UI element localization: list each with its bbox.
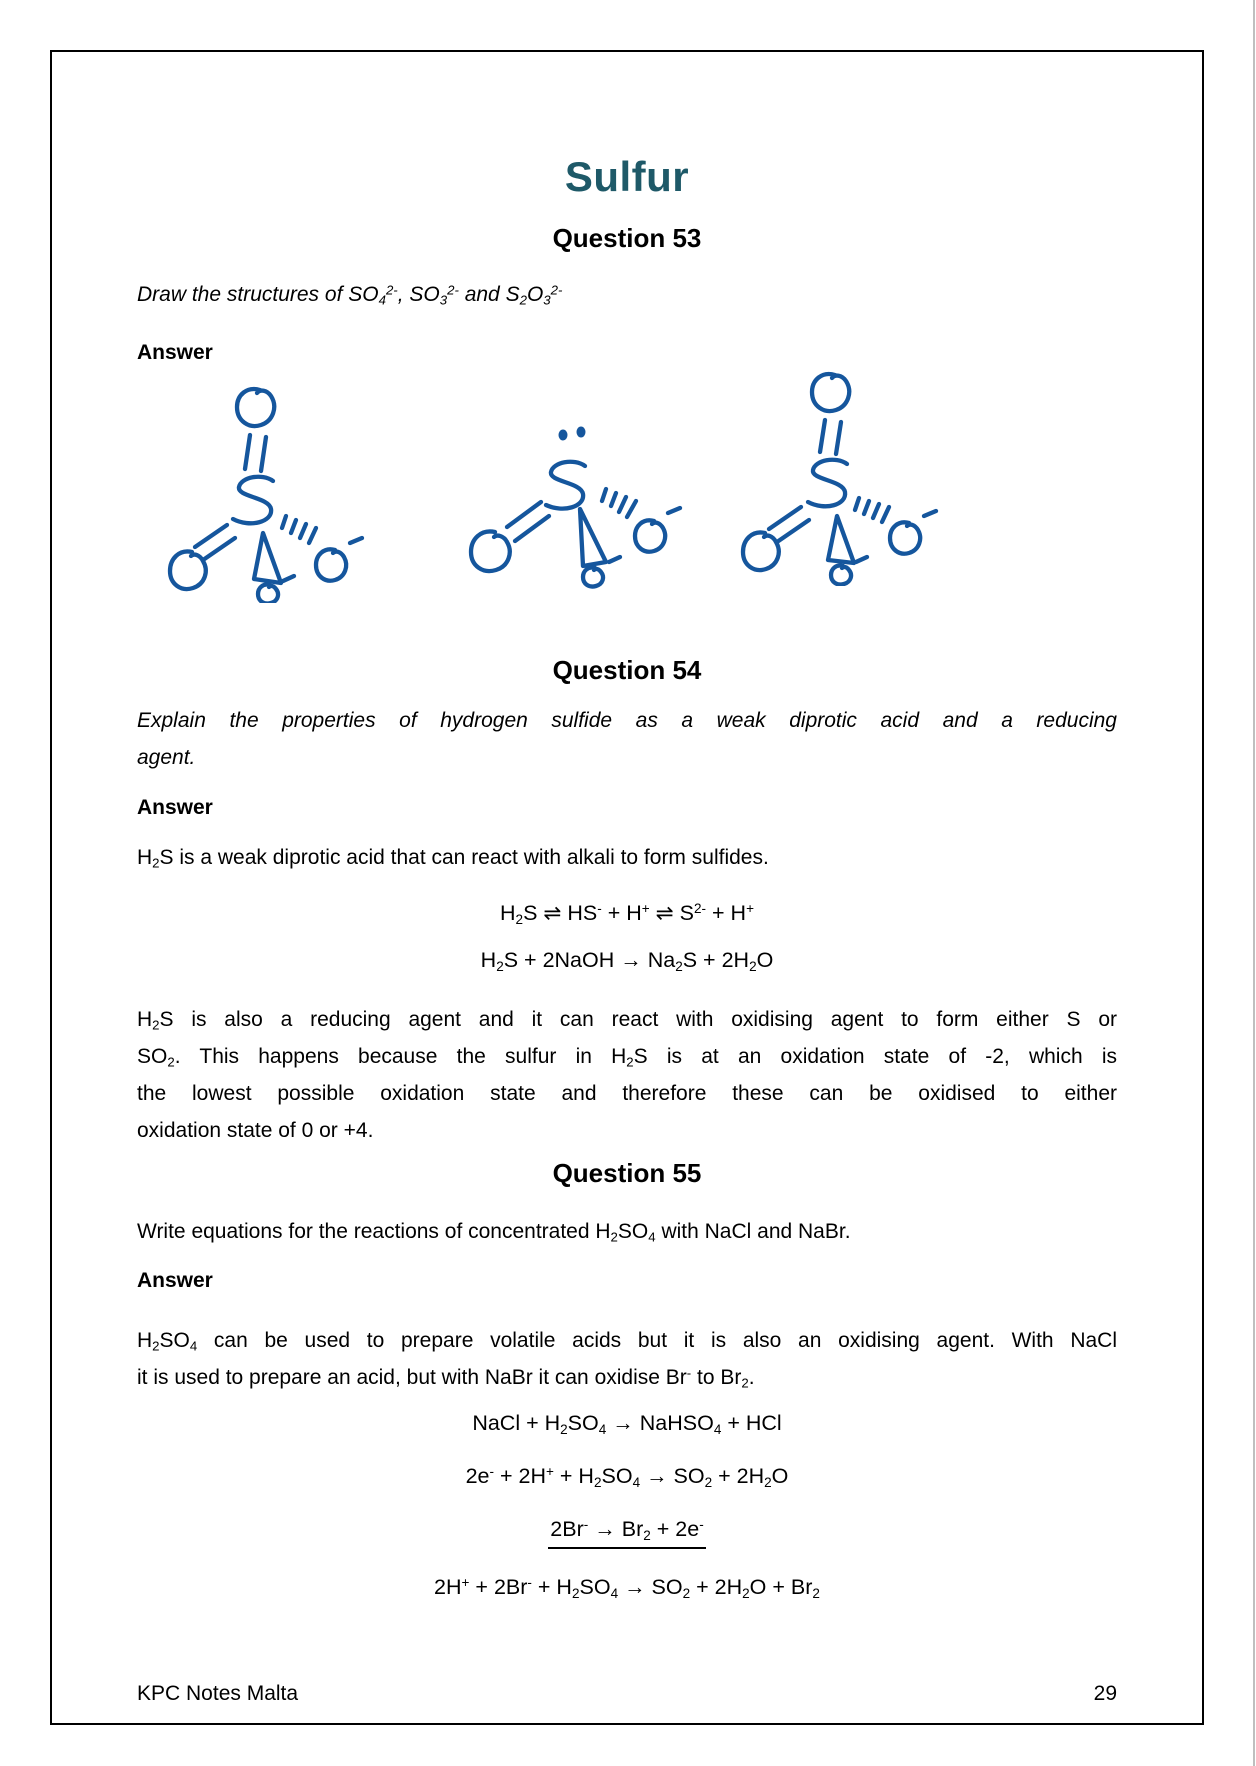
double-bond bbox=[507, 502, 549, 541]
text-line: $SO_2$. This happens because the sulfur in $H_2S$ is at an oxidation state of -2, which is bbox=[137, 1045, 1117, 1070]
equation-oxidation-half bbox=[137, 1514, 1117, 1549]
text-line: $H_2SO_4$ can be used to prepare volatile acids but it is also an oxidising agent. With NaCl bbox=[137, 1329, 1117, 1354]
page-footer bbox=[137, 1679, 1117, 1709]
double-bond bbox=[769, 507, 809, 542]
lewis-structures-row bbox=[137, 385, 1117, 600]
q54-intro-text: $H_2S$ is a weak diprotic acid that can react with alkali to form sulfides. bbox=[137, 846, 769, 871]
oxygen-atom bbox=[170, 551, 206, 589]
question-55-prompt: Write equations for the reactions of concentrated $H_2SO_4$ with NaCl and NaBr. bbox=[137, 1220, 851, 1245]
double-bond bbox=[820, 420, 841, 454]
oxygen-minus bbox=[635, 508, 680, 552]
oxygen-atom bbox=[237, 389, 274, 426]
text-line: agent. bbox=[137, 746, 196, 769]
oxygen-atom bbox=[743, 532, 779, 570]
equation-overall-nabr: $2H^+ + 2Br^- + H_2SO_4 \to SO_2 + 2H_2O + Br_2$ bbox=[434, 1575, 820, 1601]
q55-body-text bbox=[137, 1322, 1117, 1396]
question-53-prompt: Draw the structures of $SO_4^{2-}$, $SO_3^{2-}$ and $S_2O_3^{2-}$ bbox=[137, 282, 563, 308]
question-54-heading: Question 54 bbox=[552, 655, 702, 685]
double-bond bbox=[195, 525, 235, 560]
double-bond bbox=[245, 435, 266, 471]
question-54-prompt bbox=[137, 702, 1117, 776]
wedge-bond bbox=[828, 516, 854, 563]
sulfur-atom bbox=[233, 477, 273, 524]
page-content bbox=[52, 52, 1202, 1602]
sulfite-ion-drawing bbox=[457, 425, 685, 597]
page-number: 29 bbox=[1093, 1682, 1117, 1705]
question-53-heading: Question 53 bbox=[552, 223, 702, 253]
text-line: $H_2S$ is also a reducing agent and it can react with oxidising agent to form either S or bbox=[137, 1008, 1117, 1033]
text-line: it is used to prepare an acid, but with NaBr it can oxidise Br- to $Br_2$. bbox=[137, 1365, 755, 1391]
underlined-equation: $2Br^- \to Br_2 + 2e^-$ bbox=[548, 1514, 705, 1549]
oxygen-minus bbox=[890, 511, 936, 554]
answer-label-q53: Answer bbox=[137, 341, 213, 364]
question-55-heading: Question 55 bbox=[552, 1158, 702, 1188]
wedge-bond bbox=[254, 533, 281, 583]
text-line: the lowest possible oxidation state and therefore these can be oxidised to either bbox=[137, 1082, 1117, 1105]
lone-pair-dots bbox=[559, 427, 586, 441]
wedge-bond bbox=[580, 509, 606, 566]
answer-label-q54: Answer bbox=[137, 796, 213, 819]
page-title: Sulfur bbox=[564, 153, 690, 200]
dashed-wedge-bond bbox=[602, 489, 636, 517]
equation-nacl-h2so4: NaCl + $H_2SO_4$ → NaHSO$_4$ + HCl bbox=[472, 1411, 782, 1437]
dashed-wedge-bond bbox=[282, 516, 316, 543]
viewer-right-edge bbox=[1253, 0, 1255, 1766]
sulfate-ion-drawing bbox=[167, 385, 367, 603]
sulfur-atom bbox=[808, 460, 847, 507]
oxygen-minus bbox=[316, 538, 362, 581]
text-line: Explain the properties of hydrogen sulfide as a weak diprotic acid and a reducing bbox=[137, 709, 1117, 732]
equation-h2s-naoh: $H_2S$ + 2NaOH → $Na_2S + 2H_2O$ bbox=[480, 948, 774, 974]
thiosulfate-ion-drawing bbox=[737, 370, 943, 586]
oxygen-atom bbox=[812, 374, 849, 411]
q54-body-text bbox=[137, 1001, 1117, 1149]
equation-reduction-half: $2e^- + 2H^+ + H_2SO_4 \to SO_2 + 2H_2O$ bbox=[465, 1464, 789, 1490]
footer-brand: KPC Notes Malta bbox=[137, 1682, 299, 1705]
answer-label-q55: Answer bbox=[137, 1269, 213, 1292]
page-border-frame bbox=[50, 50, 1204, 1725]
oxygen-atom bbox=[471, 531, 510, 571]
text-line: oxidation state of 0 or +4. bbox=[137, 1119, 374, 1142]
dashed-wedge-bond bbox=[855, 498, 889, 522]
sulfur-atom bbox=[546, 462, 585, 509]
equation-h2s-dissociation: $H_2S$ ⇌ HS- + H+ ⇌ $S^{2-} + H^+$ bbox=[500, 901, 754, 927]
